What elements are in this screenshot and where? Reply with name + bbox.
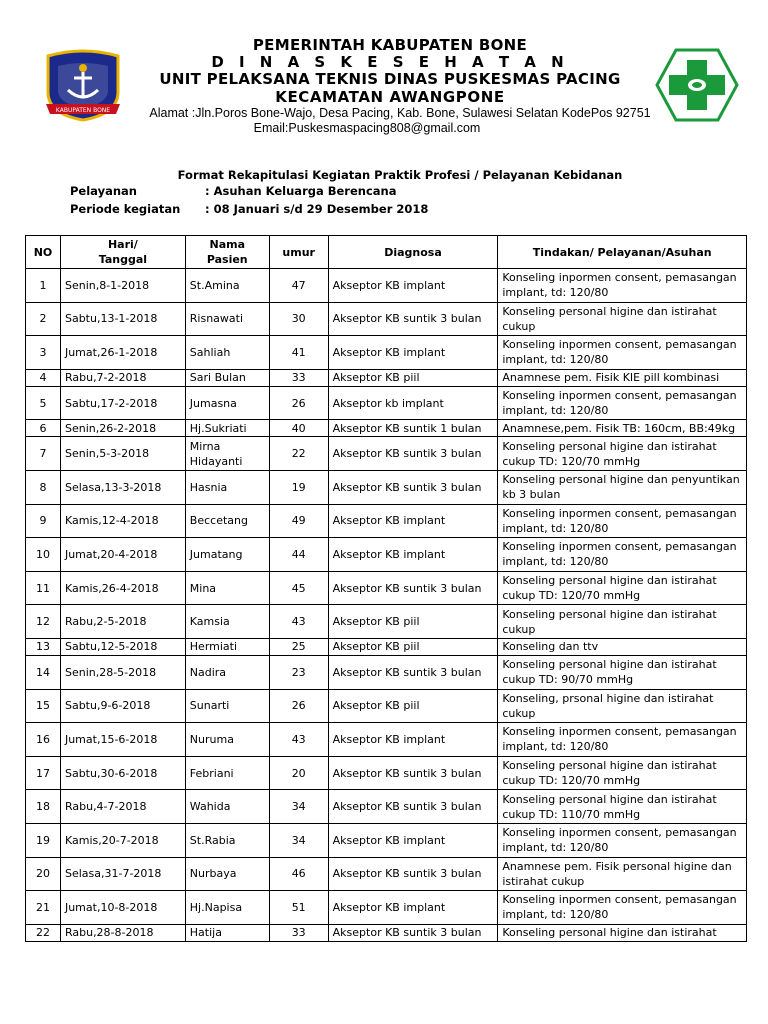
logo-left-text: KABUPATEN BONE bbox=[55, 107, 111, 114]
row-nama: Sahliah bbox=[185, 336, 269, 370]
table-row bbox=[26, 924, 747, 941]
row-umur: 34 bbox=[269, 823, 328, 857]
row-no: 18 bbox=[26, 790, 61, 824]
header-government: PEMERINTAH KABUPATEN BONE bbox=[252, 36, 528, 54]
row-nama: Jumatang bbox=[185, 538, 269, 572]
table-row bbox=[26, 857, 747, 891]
row-tindakan: Konseling personal higine dan istirahat cukup TD: 110/70 mmHg bbox=[498, 790, 747, 824]
row-tanggal: Rabu,2-5-2018 bbox=[60, 605, 185, 639]
row-no: 22 bbox=[26, 924, 61, 941]
row-tanggal: Sabtu,13-1-2018 bbox=[60, 302, 185, 336]
row-umur: 41 bbox=[269, 336, 328, 370]
pelayanan-label: Pelayanan bbox=[70, 184, 137, 198]
row-umur: 40 bbox=[269, 420, 328, 437]
row-no: 6 bbox=[26, 420, 61, 437]
row-nama: Mirna Hidayanti bbox=[185, 437, 269, 471]
row-tanggal: Selasa,13-3-2018 bbox=[60, 470, 185, 504]
row-diagnosa: Akseptor KB implant bbox=[328, 269, 498, 303]
table-row bbox=[26, 823, 747, 857]
row-nama: Risnawati bbox=[185, 302, 269, 336]
row-tanggal: Jumat,10-8-2018 bbox=[60, 891, 185, 925]
row-no: 2 bbox=[26, 302, 61, 336]
row-nama: Nurbaya bbox=[185, 857, 269, 891]
row-no: 5 bbox=[26, 386, 61, 420]
row-no: 20 bbox=[26, 857, 61, 891]
row-diagnosa: Akseptor KB suntik 3 bulan bbox=[328, 756, 498, 790]
document-title: Format Rekapitulasi Kegiatan Praktik Profesi / Pelayanan Kebidanan bbox=[177, 168, 623, 182]
row-tindakan: Konseling inpormen consent, pemasangan implant, td: 120/80 bbox=[498, 336, 747, 370]
table-row bbox=[26, 420, 747, 437]
row-no: 17 bbox=[26, 756, 61, 790]
row-nama: St.Rabia bbox=[185, 823, 269, 857]
row-nama: Hj.Sukriati bbox=[185, 420, 269, 437]
row-tanggal: Sabtu,12-5-2018 bbox=[60, 638, 185, 655]
row-umur: 34 bbox=[269, 790, 328, 824]
row-tanggal: Jumat,15-6-2018 bbox=[60, 723, 185, 757]
table-row bbox=[26, 538, 747, 572]
row-tindakan: Konseling personal higine dan penyuntikan kb 3 bulan bbox=[498, 470, 747, 504]
header-nama-pasien bbox=[185, 236, 269, 269]
row-diagnosa: Akseptor KB suntik 3 bulan bbox=[328, 470, 498, 504]
row-tanggal: Rabu,7-2-2018 bbox=[60, 369, 185, 386]
table-row bbox=[26, 369, 747, 386]
row-umur: 26 bbox=[269, 689, 328, 723]
row-tindakan: Anamnese pem. Fisik personal higine dan istirahat cukup bbox=[498, 857, 747, 891]
row-tanggal: Jumat,26-1-2018 bbox=[60, 336, 185, 370]
row-umur: 33 bbox=[269, 924, 328, 941]
row-tindakan: Konseling inpormen consent, pemasangan implant, td: 120/80 bbox=[498, 504, 747, 538]
row-nama: St.Amina bbox=[185, 269, 269, 303]
table-row bbox=[26, 689, 747, 723]
row-no: 16 bbox=[26, 723, 61, 757]
row-nama: Hj.Napisa bbox=[185, 891, 269, 925]
row-diagnosa: Akseptor KB piil bbox=[328, 605, 498, 639]
row-diagnosa: Akseptor KB suntik 3 bulan bbox=[328, 437, 498, 471]
row-tanggal: Jumat,20-4-2018 bbox=[60, 538, 185, 572]
row-nama: Sunarti bbox=[185, 689, 269, 723]
periode-label: Periode kegiatan bbox=[70, 202, 181, 216]
row-nama: Nadira bbox=[185, 655, 269, 689]
row-nama: Hatija bbox=[185, 924, 269, 941]
row-umur: 22 bbox=[269, 437, 328, 471]
table-row bbox=[26, 605, 747, 639]
row-diagnosa: Akseptor KB suntik 3 bulan bbox=[328, 924, 498, 941]
row-umur: 49 bbox=[269, 504, 328, 538]
table-header-row bbox=[26, 236, 747, 269]
row-no: 14 bbox=[26, 655, 61, 689]
row-diagnosa: Akseptor KB implant bbox=[328, 538, 498, 572]
row-umur: 51 bbox=[269, 891, 328, 925]
row-tindakan: Konseling inpormen consent, pemasangan implant, td: 120/80 bbox=[498, 386, 747, 420]
row-no: 8 bbox=[26, 470, 61, 504]
row-umur: 23 bbox=[269, 655, 328, 689]
row-tindakan: Konseling inpormen consent, pemasangan implant, td: 120/80 bbox=[498, 723, 747, 757]
row-umur: 25 bbox=[269, 638, 328, 655]
header-hari-tanggal bbox=[60, 236, 185, 269]
table-row bbox=[26, 571, 747, 605]
header-tindakan: Tindakan/ Pelayanan/Asuhan bbox=[498, 236, 747, 269]
row-tindakan: Konseling personal higine dan istirahat bbox=[498, 924, 747, 941]
row-nama: Kamsia bbox=[185, 605, 269, 639]
row-tindakan: Konseling inpormen consent, pemasangan implant, td: 120/80 bbox=[498, 891, 747, 925]
table-row bbox=[26, 790, 747, 824]
row-tanggal: Kamis,20-7-2018 bbox=[60, 823, 185, 857]
row-tindakan: Konseling personal higine dan istirahat cukup TD: 120/70 mmHg bbox=[498, 437, 747, 471]
row-tanggal: Kamis,12-4-2018 bbox=[60, 504, 185, 538]
row-umur: 20 bbox=[269, 756, 328, 790]
row-diagnosa: Akseptor KB piil bbox=[328, 689, 498, 723]
header-address: Alamat :Jln.Poros Bone-Wajo, Desa Pacing, Kab. Bone, Sulawesi Selatan KodePos 92751 bbox=[149, 106, 651, 120]
row-diagnosa: Akseptor KB suntik 3 bulan bbox=[328, 655, 498, 689]
row-nama: Beccetang bbox=[185, 504, 269, 538]
row-tanggal: Senin,8-1-2018 bbox=[60, 269, 185, 303]
row-umur: 45 bbox=[269, 571, 328, 605]
table-row bbox=[26, 756, 747, 790]
table-row bbox=[26, 336, 747, 370]
row-nama: Hasnia bbox=[185, 470, 269, 504]
row-diagnosa: Akseptor KB implant bbox=[328, 891, 498, 925]
header-unit: UNIT PELAKSANA TEKNIS DINAS PUSKESMAS PACING bbox=[159, 70, 621, 88]
row-tindakan: Konseling personal higine dan istirahat cukup bbox=[498, 605, 747, 639]
row-diagnosa: Akseptor KB implant bbox=[328, 823, 498, 857]
pelayanan-value: : Asuhan Keluarga Berencana bbox=[205, 184, 397, 198]
row-diagnosa: Akseptor KB suntik 3 bulan bbox=[328, 571, 498, 605]
header-hari: Hari/ bbox=[107, 238, 138, 251]
row-umur: 46 bbox=[269, 857, 328, 891]
row-nama: Sari Bulan bbox=[185, 369, 269, 386]
row-tindakan: Konseling personal higine dan istirahat cukup bbox=[498, 302, 747, 336]
row-tindakan: Konseling dan ttv bbox=[498, 638, 747, 655]
row-nama: Wahida bbox=[185, 790, 269, 824]
row-tanggal: Sabtu,9-6-2018 bbox=[60, 689, 185, 723]
row-no: 4 bbox=[26, 369, 61, 386]
periode-value: : 08 Januari s/d 29 Desember 2018 bbox=[205, 202, 429, 216]
row-nama: Jumasna bbox=[185, 386, 269, 420]
row-diagnosa: Akseptor KB suntik 3 bulan bbox=[328, 790, 498, 824]
row-tindakan: Konseling, prsonal higine dan istirahat cukup bbox=[498, 689, 747, 723]
header-email: Email:Puskesmaspacing808@gmail.com bbox=[253, 121, 481, 135]
row-umur: 43 bbox=[269, 723, 328, 757]
row-tindakan: Konseling inpormen consent, pemasangan implant, td: 120/80 bbox=[498, 823, 747, 857]
row-no: 9 bbox=[26, 504, 61, 538]
table-row bbox=[26, 723, 747, 757]
row-diagnosa: Akseptor KB suntik 3 bulan bbox=[328, 857, 498, 891]
row-umur: 43 bbox=[269, 605, 328, 639]
row-tindakan: Konseling personal higine dan istirahat cukup TD: 120/70 mmHg bbox=[498, 571, 747, 605]
row-no: 10 bbox=[26, 538, 61, 572]
table-row bbox=[26, 504, 747, 538]
row-tindakan: Konseling personal higine dan istirahat cukup TD: 120/70 mmHg bbox=[498, 756, 747, 790]
row-diagnosa: Akseptor KB piil bbox=[328, 638, 498, 655]
row-nama: Nuruma bbox=[185, 723, 269, 757]
row-no: 7 bbox=[26, 437, 61, 471]
table-row bbox=[26, 269, 747, 303]
row-umur: 33 bbox=[269, 369, 328, 386]
row-diagnosa: Akseptor KB implant bbox=[328, 504, 498, 538]
row-tanggal: Rabu,28-8-2018 bbox=[60, 924, 185, 941]
recap-table bbox=[25, 235, 747, 942]
row-no: 12 bbox=[26, 605, 61, 639]
header-dinas: D I N A S K E S E H A T A N bbox=[211, 53, 569, 71]
row-tanggal: Sabtu,17-2-2018 bbox=[60, 386, 185, 420]
kabupaten-bone-logo bbox=[40, 48, 126, 122]
row-no: 3 bbox=[26, 336, 61, 370]
row-tanggal: Senin,28-5-2018 bbox=[60, 655, 185, 689]
row-tanggal: Senin,5-3-2018 bbox=[60, 437, 185, 471]
table-row bbox=[26, 638, 747, 655]
header-diagnosa: Diagnosa bbox=[328, 236, 498, 269]
row-diagnosa: Akseptor KB implant bbox=[328, 336, 498, 370]
table-row bbox=[26, 655, 747, 689]
header-tanggal: Tanggal bbox=[98, 253, 148, 266]
row-umur: 30 bbox=[269, 302, 328, 336]
row-tanggal: Selasa,31-7-2018 bbox=[60, 857, 185, 891]
header-nama: Nama bbox=[209, 238, 245, 251]
table-row bbox=[26, 437, 747, 471]
row-tanggal: Senin,26-2-2018 bbox=[60, 420, 185, 437]
row-no: 13 bbox=[26, 638, 61, 655]
header-kecamatan: KECAMATAN AWANGPONE bbox=[275, 88, 505, 106]
row-no: 19 bbox=[26, 823, 61, 857]
row-tanggal: Rabu,4-7-2018 bbox=[60, 790, 185, 824]
header-pasien: Pasien bbox=[206, 253, 248, 266]
row-tindakan: Konseling inpormen consent, pemasangan implant, td: 120/80 bbox=[498, 269, 747, 303]
row-diagnosa: Akseptor kb implant bbox=[328, 386, 498, 420]
row-tindakan: Anamnese,pem. Fisik TB: 160cm, BB:49kg bbox=[498, 420, 747, 437]
row-umur: 47 bbox=[269, 269, 328, 303]
header-umur: umur bbox=[269, 236, 328, 269]
row-diagnosa: Akseptor KB suntik 1 bulan bbox=[328, 420, 498, 437]
row-diagnosa: Akseptor KB implant bbox=[328, 723, 498, 757]
table-row bbox=[26, 386, 747, 420]
row-no: 11 bbox=[26, 571, 61, 605]
row-umur: 19 bbox=[269, 470, 328, 504]
row-nama: Hermiati bbox=[185, 638, 269, 655]
row-no: 15 bbox=[26, 689, 61, 723]
row-umur: 44 bbox=[269, 538, 328, 572]
row-diagnosa: Akseptor KB suntik 3 bulan bbox=[328, 302, 498, 336]
row-tindakan: Konseling inpormen consent, pemasangan implant, td: 120/80 bbox=[498, 538, 747, 572]
row-umur: 26 bbox=[269, 386, 328, 420]
table-row bbox=[26, 302, 747, 336]
table-row bbox=[26, 470, 747, 504]
row-tindakan: Konseling personal higine dan istirahat cukup TD: 90/70 mmHg bbox=[498, 655, 747, 689]
row-no: 1 bbox=[26, 269, 61, 303]
row-nama: Mina bbox=[185, 571, 269, 605]
header-no: NO bbox=[26, 236, 61, 269]
row-tanggal: Kamis,26-4-2018 bbox=[60, 571, 185, 605]
row-tanggal: Sabtu,30-6-2018 bbox=[60, 756, 185, 790]
table-row bbox=[26, 891, 747, 925]
row-nama: Febriani bbox=[185, 756, 269, 790]
row-diagnosa: Akseptor KB piil bbox=[328, 369, 498, 386]
row-no: 21 bbox=[26, 891, 61, 925]
row-tindakan: Anamnese pem. Fisik KIE pill kombinasi bbox=[498, 369, 747, 386]
